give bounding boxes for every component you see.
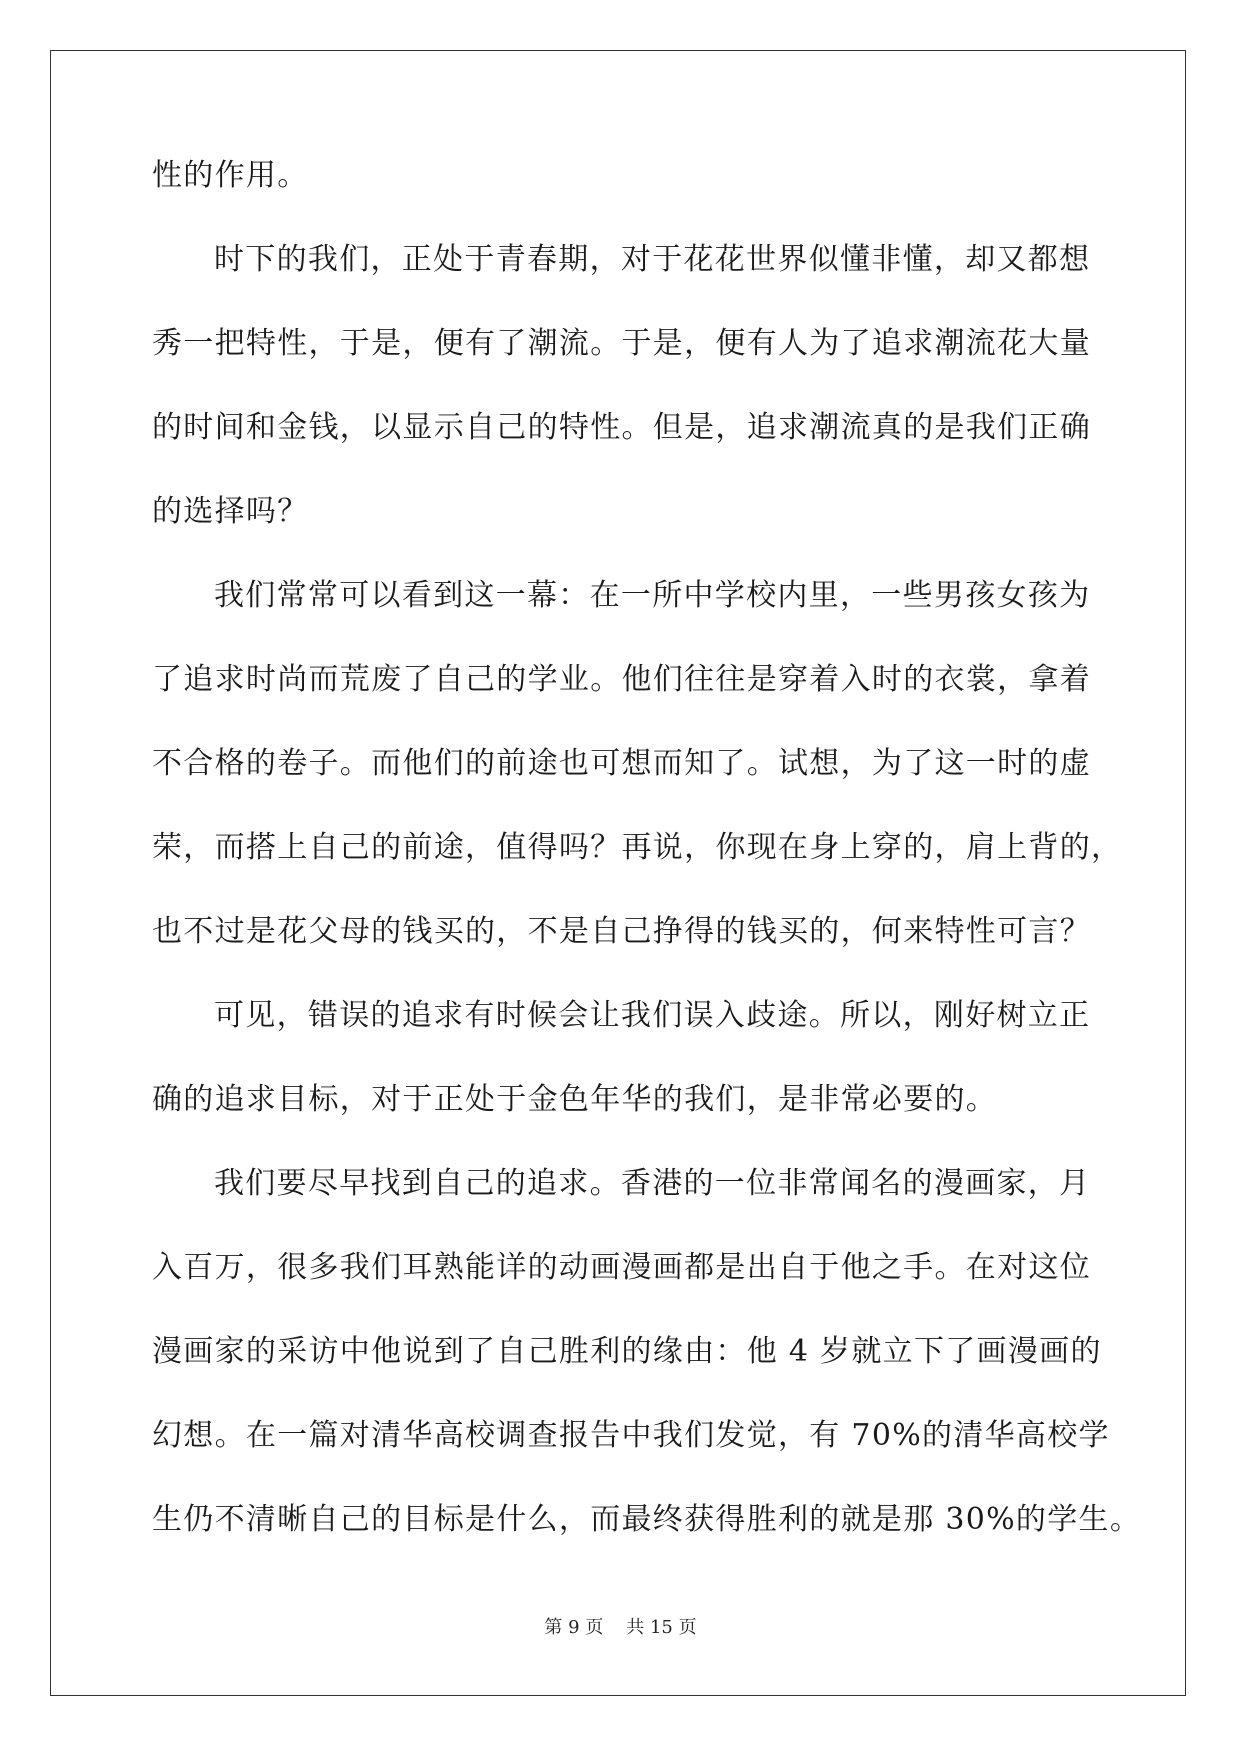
paragraph-line: 的选择吗？	[152, 494, 309, 529]
document-body	[152, 158, 1142, 1586]
paragraph-line: 幻想。在一篇对清华高校调查报告中我们发觉，有 70%的清华高校学	[152, 1418, 1110, 1453]
paragraph-line: 可见，错误的追求有时候会让我们误入歧途。所以，刚好树立正	[214, 998, 1091, 1033]
page-number: 第 9 页	[544, 1617, 604, 1638]
paragraph-line: 漫画家的采访中他说到了自己胜利的缘由：他 4 岁就立下了画漫画的	[152, 1334, 1102, 1369]
paragraph-line: 我们常常可以看到这一幕：在一所中学校内里，一些男孩女孩为	[214, 578, 1091, 613]
paragraph-line: 的时间和金钱，以显示自己的特性。但是，追求潮流真的是我们正确	[152, 410, 1091, 445]
paragraph-line: 性的作用。	[152, 158, 309, 193]
paragraph-line: 时下的我们，正处于青春期，对于花花世界似懂非懂，却又都想	[214, 242, 1091, 277]
paragraph-line: 了追求时尚而荒废了自己的学业。他们往往是穿着入时的衣裳，拿着	[152, 662, 1091, 697]
paragraph-line: 生仍不清晰自己的目标是什么，而最终获得胜利的就是那 30%的学生。	[152, 1502, 1142, 1537]
paragraph-line: 荣，而搭上自己的前途，值得吗？再说，你现在身上穿的，肩上背的，	[152, 830, 1123, 865]
paragraph-line: 也不过是花父母的钱买的，不是自己挣得的钱买的，何来特性可言？	[152, 914, 1091, 949]
paragraph-line: 确的追求目标，对于正处于金色年华的我们，是非常必要的。	[152, 1082, 998, 1117]
paragraph-line: 秀一把特性，于是，便有了潮流。于是，便有人为了追求潮流花大量	[152, 326, 1091, 361]
page-footer	[0, 1617, 1241, 1639]
paragraph-line: 我们要尽早找到自己的追求。香港的一位非常闻名的漫画家，月	[214, 1166, 1091, 1201]
page-total: 共 15 页	[626, 1617, 697, 1638]
paragraph-line: 入百万，很多我们耳熟能详的动画漫画都是出自于他之手。在对这位	[152, 1250, 1091, 1285]
paragraph-line: 不合格的卷子。而他们的前途也可想而知了。试想，为了这一时的虚	[152, 746, 1091, 781]
